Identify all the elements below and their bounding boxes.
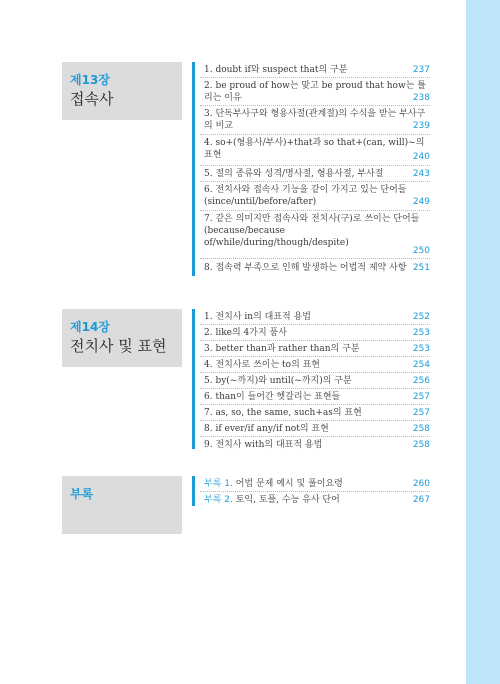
divider [200,340,430,341]
toc-page[interactable]: 256 [412,376,430,386]
divider [200,77,430,78]
divider [200,105,430,106]
toc-page[interactable]: 249 [412,197,430,207]
divider [200,134,430,135]
appendix-title: 부록 [70,487,94,501]
toc-entry[interactable]: 9. 전치사 with의 대표적 용법 [204,440,323,450]
divider [200,165,430,166]
divider [200,372,430,373]
toc-page[interactable]: 257 [412,392,430,402]
toc-entry[interactable]: 4. so+(형용사/부사)+that과 so that+(can, will)~의 표현 [204,138,425,160]
toc-page[interactable]: 239 [412,121,430,131]
appendix-box [62,476,182,534]
divider [200,404,430,405]
toc-entry[interactable]: 6. than이 들어간 헷갈리는 표현들 [204,392,341,402]
toc-page[interactable]: 240 [412,152,430,162]
toc-entry[interactable]: 2. be proud of how는 맞고 be proud that how는 틀리는 이유 [204,81,426,103]
toc-page[interactable]: 243 [412,169,430,179]
toc-entry[interactable]: 3. better than과 rather than의 구분 [204,344,360,354]
toc-page[interactable]: 254 [412,360,430,370]
chapter-title: 전치사 및 표현 [70,337,167,355]
divider [200,491,430,492]
chapter-13-rule [192,62,195,276]
appendix-text: 토익, 토플, 수능 유사 단어 [235,495,340,505]
toc-page[interactable]: 253 [412,328,430,338]
divider [200,356,430,357]
toc-entry[interactable]: 2. like의 4가지 품사 [204,328,287,338]
toc-entry[interactable]: 5. 절의 종류와 성격/명사절, 형용사절, 부사절 [204,169,384,179]
toc-entry[interactable]: 8. if ever/if any/if not의 표현 [204,424,329,434]
appendix-text: 어법 문제 예시 및 풀이요령 [235,479,343,489]
chapter-14-rule [192,309,195,449]
toc-entry[interactable]: 1. doubt if와 suspect that의 구분 [204,65,348,75]
toc-page[interactable]: 267 [412,495,430,505]
divider [200,436,430,437]
appendix-entry[interactable] [204,478,430,490]
toc-entry[interactable]: 4. 전치사로 쓰이는 to의 표현 [204,360,321,370]
divider [200,210,430,211]
toc-entry[interactable]: 7. 같은 의미지만 접속사와 전치사(구)로 쓰이는 단어들 (because/because of/while/during/though/despite) [204,214,420,248]
toc-page[interactable]: 250 [412,246,430,256]
appendix-entry[interactable] [204,494,430,506]
chapter-title: 접속사 [70,90,114,108]
toc-page[interactable]: 258 [412,440,430,450]
toc-entry[interactable]: 5. by(~까지)와 until(~까지)의 구분 [204,376,352,386]
toc-entry[interactable]: 3. 단독부사구와 형용사절(관계절)의 수식을 받는 부사구의 비교 [204,109,426,131]
chapter-number: 제13장 [70,73,110,87]
toc-page[interactable]: 260 [412,479,430,489]
toc-entry[interactable]: 6. 전치사와 접속사 기능을 같이 가지고 있는 단어들 (since/until/before/after) [204,185,407,207]
appendix-prefix: 부록 1. [204,479,233,489]
toc-entry[interactable]: 7. as, so, the same, such+as의 표현 [204,408,362,418]
divider [200,420,430,421]
toc-page[interactable]: 252 [412,312,430,322]
toc-page[interactable]: 251 [412,263,430,273]
toc-page[interactable]: 258 [412,424,430,434]
toc-entry[interactable]: 1. 전치사 in의 대표적 용법 [204,312,311,322]
divider [200,388,430,389]
toc-page[interactable]: 253 [412,344,430,354]
appendix-prefix: 부록 2. [204,495,233,505]
side-tab [466,0,500,684]
toc-page[interactable]: 237 [412,65,430,75]
toc-page[interactable]: 238 [412,93,430,103]
chapter-14-box [62,309,182,367]
toc-entry[interactable]: 8. 접속력 부족으로 인해 발생하는 어법적 제약 사항 [204,263,407,273]
chapter-number: 제14장 [70,320,110,334]
divider [200,324,430,325]
appendix-rule [192,476,195,506]
chapter-13-box [62,62,182,120]
divider [200,258,430,259]
toc-page[interactable]: 257 [412,408,430,418]
divider [200,181,430,182]
